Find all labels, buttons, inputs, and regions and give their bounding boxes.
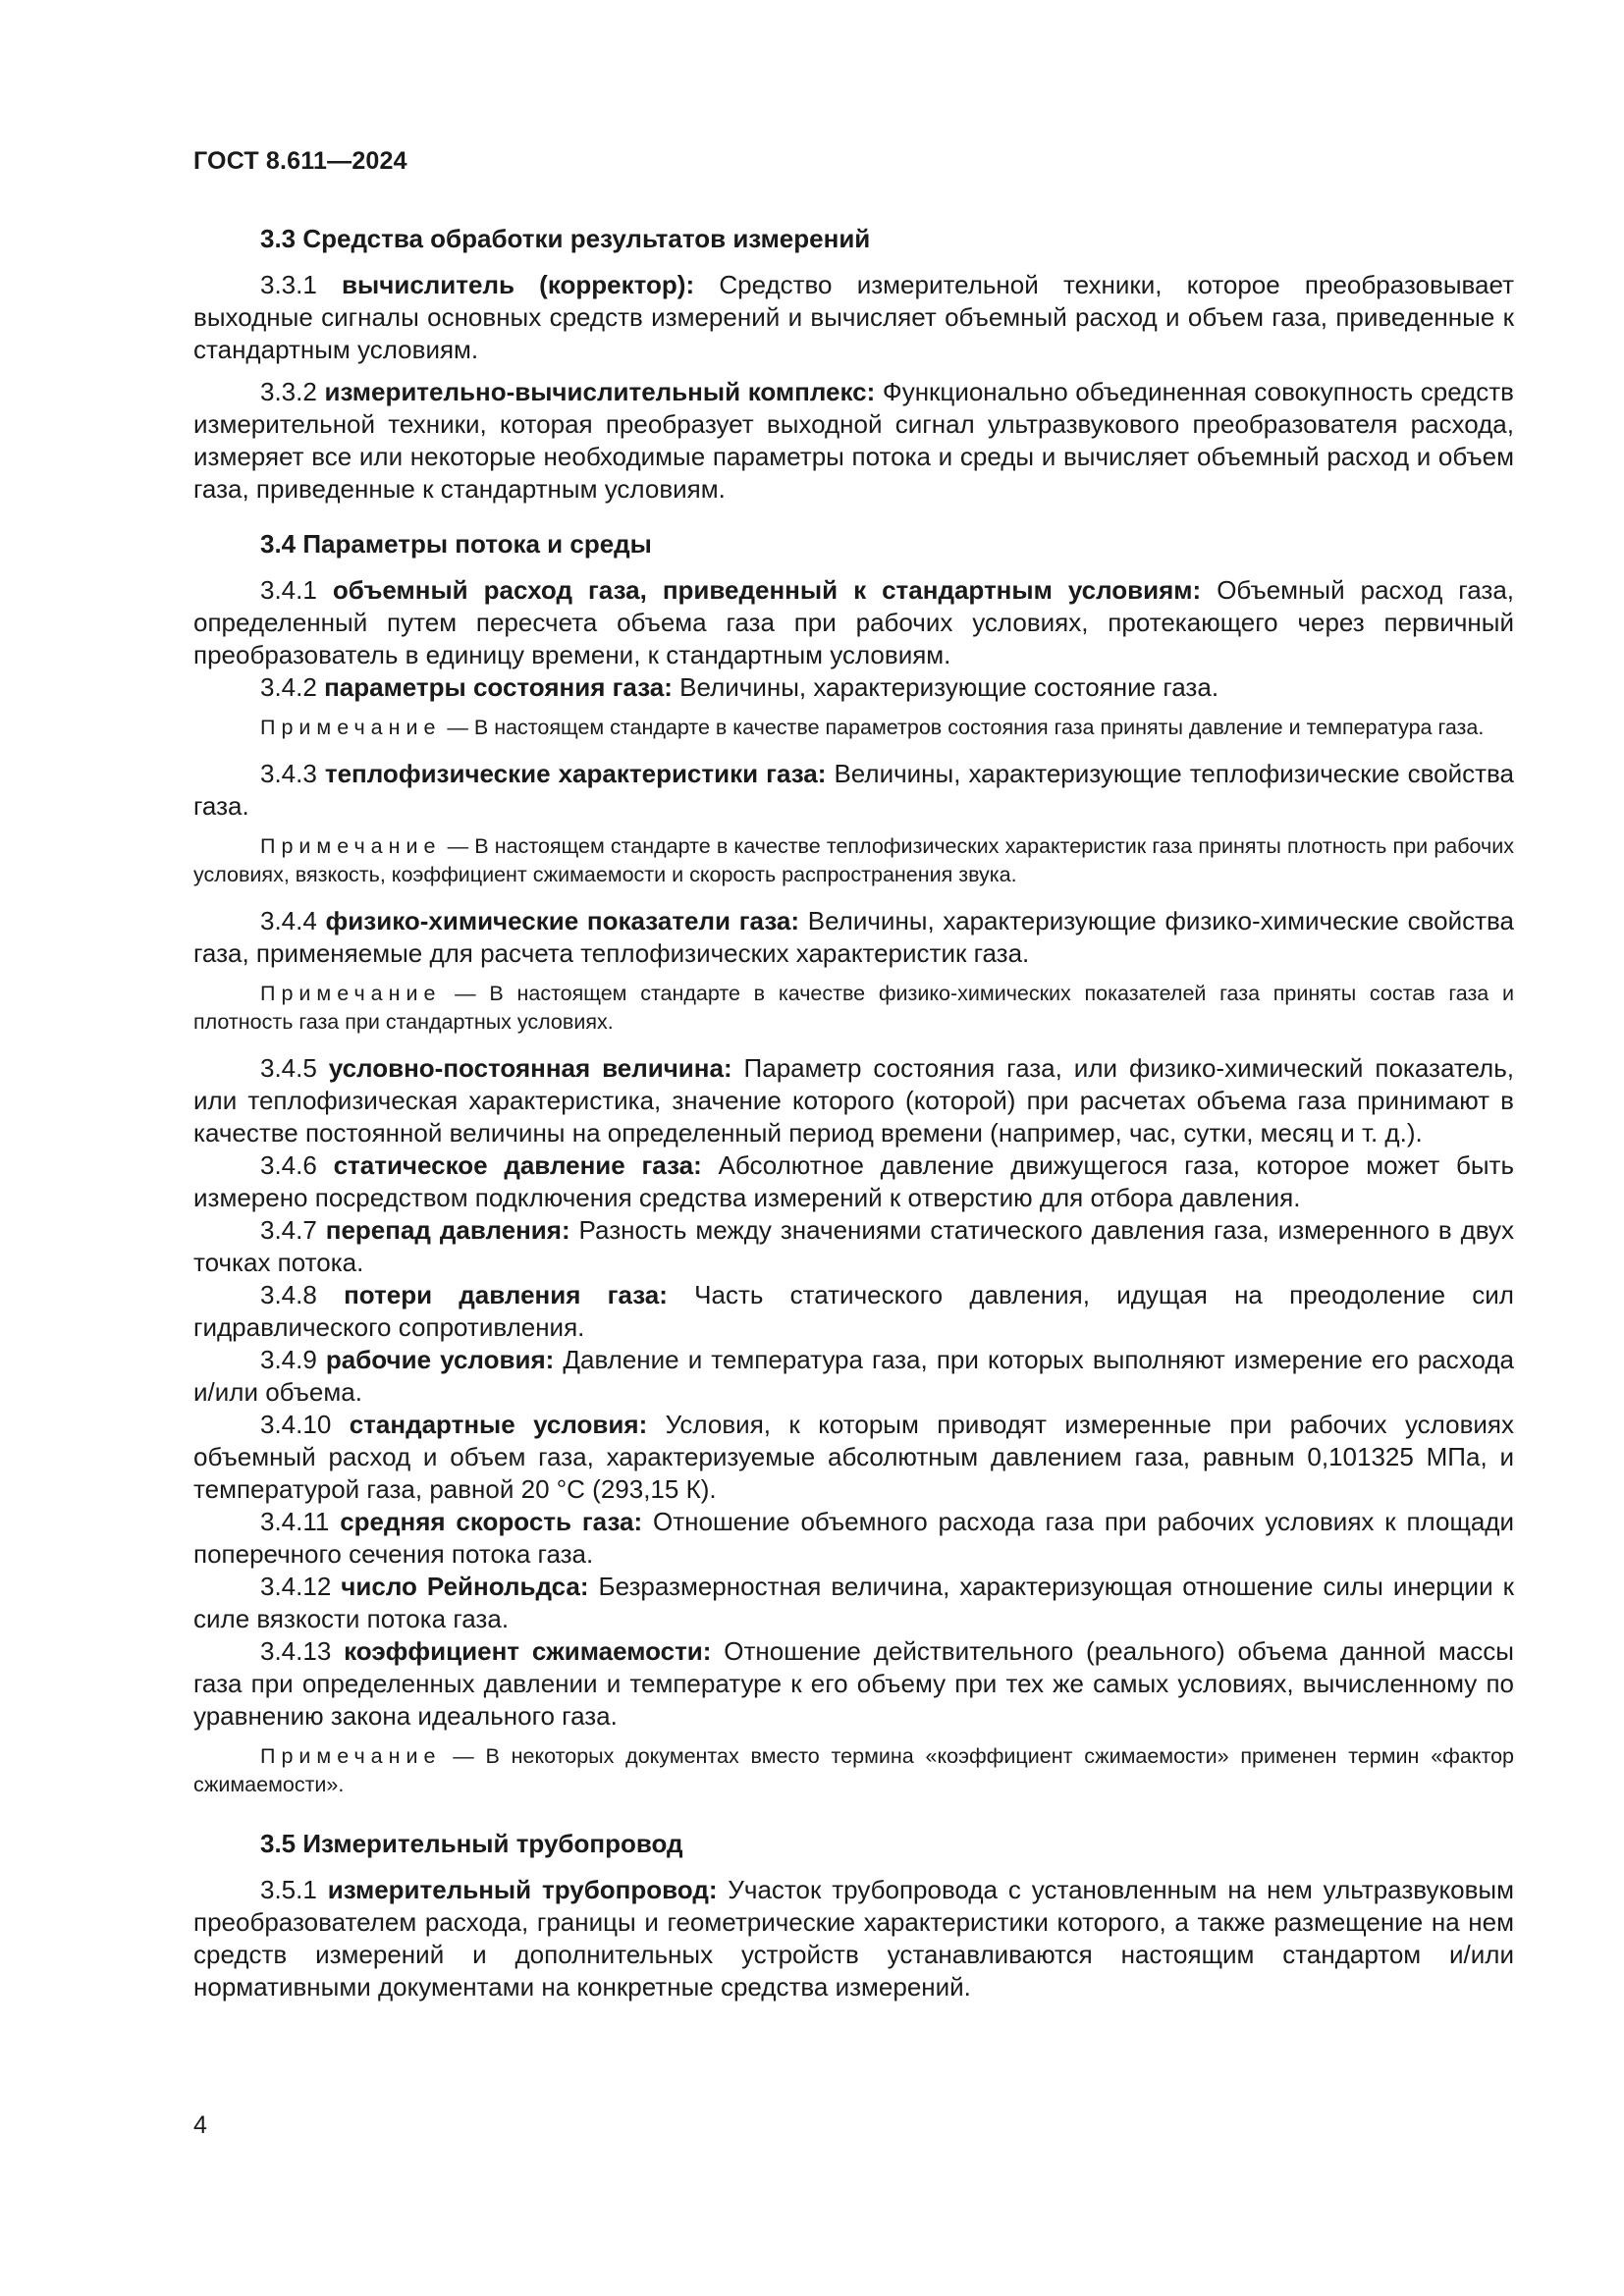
document-body — [193, 222, 1514, 2003]
term-note — [193, 980, 1514, 1037]
term-entry — [193, 1344, 1514, 1409]
term-entry — [193, 1279, 1514, 1344]
term-name: объемный расход газа, приведенный к стандартным условиям: — [332, 575, 1202, 605]
term-definition: Условия, к которым приводят измеренные при рабочих условиях объемный расход и объем газа, характеризуемые абсолютным давлением газа, равным 0,101325 МПа, и температурой газа, равной 20 °С (293,15 К). — [193, 1410, 1515, 1504]
term-definition: Абсолютное давление движущегося газа, которое может быть измерено посредством подключения средства измерений к отверстию для отбора давления. — [193, 1150, 1514, 1212]
term-number: 3.4.9 — [260, 1345, 326, 1374]
term-name: стандартные условия: — [349, 1410, 648, 1439]
term-definition: Величины, характеризующие теплофизические свойства газа. — [193, 759, 1514, 821]
term-entry — [193, 1874, 1514, 2003]
term-entry — [193, 1571, 1514, 1635]
term-note — [193, 832, 1514, 889]
section-title: 3.5 Измерительный трубопровод — [260, 1829, 683, 1858]
note-label: Примечание — [260, 1744, 442, 1768]
note-text: — В настоящем стандарте в качестве теплофизических характеристик газа приняты плотность при рабочих условиях, вязкость, коэффициент сжимаемости и скорость распространения звука. — [193, 834, 1514, 886]
term-entry — [193, 1635, 1514, 1733]
term-definition: Безразмерностная величина, характеризующая отношение силы инерции к силе вязкости потока газа. — [193, 1572, 1514, 1633]
term-number: 3.4.7 — [260, 1215, 326, 1245]
term-number: 3.4.13 — [260, 1636, 345, 1666]
term-definition: Давление и температура газа, при которых выполняют измерение его расхода и/или объема. — [193, 1345, 1514, 1407]
term-name: вычислитель (корректор): — [342, 270, 695, 299]
page-number: 4 — [193, 2111, 207, 2139]
term-number: 3.5.1 — [260, 1875, 328, 1904]
term-entry — [193, 758, 1514, 823]
term-definition: Часть статического давления, идущая на преодоление сил гидравлического сопротивления. — [193, 1280, 1514, 1342]
term-entry — [193, 1149, 1514, 1214]
term-name: число Рейнольдса: — [341, 1572, 589, 1601]
term-number: 3.4.12 — [260, 1572, 342, 1601]
term-definition: Отношение действительного (реального) объема данной массы газа при определенных давлении и температуре к его объему при тех же самых условиях, вычисленному по уравнению закона идеального газа. — [193, 1636, 1514, 1731]
note-label: Примечание — [260, 982, 442, 1005]
term-definition: Разность между значениями статического давления газа, измеренного в двух точках потока. — [193, 1215, 1514, 1277]
term-number: 3.4.3 — [260, 759, 325, 788]
term-definition: Величины, характеризующие состояние газа. — [672, 672, 1219, 702]
term-definition: Отношение объемного расхода газа при рабочих условиях к площади поперечного сечения потока газа. — [193, 1507, 1514, 1569]
note-text: — В настоящем стандарте в качестве параметров состояния газа приняты давление и температура газа. — [441, 716, 1485, 739]
term-name: рабочие условия: — [325, 1345, 555, 1374]
term-number: 3.4.4 — [260, 906, 326, 935]
term-definition: Величины, характеризующие физико-химические свойства газа, применяемые для расчета теплофизических характеристик газа. — [193, 906, 1514, 968]
term-name: условно-постоянная величина: — [328, 1053, 732, 1083]
section-3-5 — [193, 1827, 1514, 2003]
term-name: коэффициент сжимаемости: — [344, 1636, 712, 1666]
term-number: 3.3.1 — [260, 270, 343, 299]
term-name: статическое давление газа: — [333, 1150, 702, 1180]
term-name: измерительно-вычислительный комплекс: — [324, 377, 876, 406]
section-title: 3.4 Параметры потока и среды — [260, 529, 652, 559]
term-name: параметры состояния газа: — [324, 672, 673, 702]
term-name: потери давления газа: — [344, 1280, 668, 1309]
term-definition: Параметр состояния газа, или физико-химический показатель, или теплофизическая характеристика, значение которого (которой) при расчетах объема газа принимают в качестве постоянной величины на определенный период времени (например, час, сутки, месяц и т. д.). — [193, 1053, 1514, 1148]
term-note — [193, 714, 1514, 742]
term-name: измерительный трубопровод: — [327, 1875, 718, 1904]
term-number: 3.4.8 — [260, 1280, 345, 1309]
term-number: 3.3.2 — [260, 377, 325, 406]
term-entry — [193, 1052, 1514, 1149]
document-header: ГОСТ 8.611—2024 — [193, 147, 407, 175]
term-definition: Средство измерительной техники, которое преобразовывает выходные сигналы основных средств измерений и вычисляет объемный расход и объем газа, приведенные к стандартным условиям. — [193, 270, 1514, 364]
term-entry — [193, 1506, 1514, 1571]
term-number: 3.4.11 — [260, 1507, 341, 1536]
term-entry — [193, 269, 1514, 366]
term-name: средняя скорость газа: — [340, 1507, 643, 1536]
note-label: Примечание — [260, 716, 442, 739]
term-definition: Объемный расход газа, определенный путем пересчета объема газа при рабочих условиях, протекающего через первичный преобразователь в единицу времени, к стандартным условиям. — [193, 575, 1514, 669]
section-title: 3.3 Средства обработки результатов измерений — [260, 224, 871, 253]
term-entry — [193, 671, 1514, 704]
note-label: Примечание — [260, 834, 442, 858]
note-text: — В настоящем стандарте в качестве физико-химических показателей газа приняты состав газа и плотность газа при стандартных условиях. — [193, 982, 1514, 1034]
section-3-4 — [193, 527, 1514, 1799]
term-number: 3.4.2 — [260, 672, 325, 702]
term-name: перепад давления: — [325, 1215, 570, 1245]
term-number: 3.4.10 — [260, 1410, 350, 1439]
term-note — [193, 1742, 1514, 1799]
section-3-3 — [193, 222, 1514, 506]
term-definition: Функционально объединенная совокупность средств измерительной техники, которая преобразует выходной сигнал ультразвукового преобразователя расхода, измеряет все или некоторые необходимые параметры потока и среды и вычисляет объемный расход и объем газа, приведенные к стандартным условиям. — [193, 377, 1514, 504]
term-entry — [193, 1409, 1514, 1506]
term-entry — [193, 1214, 1514, 1279]
note-text: — В некоторых документах вместо термина «коэффициент сжимаемости» применен термин «фактор сжимаемости». — [193, 1744, 1514, 1796]
term-number: 3.4.1 — [260, 575, 333, 605]
term-entry — [193, 905, 1514, 970]
term-definition: Участок трубопровода с установленным на нем ультразвуковым преобразователем расхода, границы и геометрические характеристики которого, а также размещение на нем средств измерений и дополнительных устройств устанавливаются настоящим стандартом и/или нормативными документами на конкретные средства измерений. — [193, 1875, 1514, 2002]
term-number: 3.4.5 — [260, 1053, 329, 1083]
term-name: физико-химические показатели газа: — [325, 906, 800, 935]
term-entry — [193, 376, 1514, 506]
term-entry — [193, 574, 1514, 671]
term-number: 3.4.6 — [260, 1150, 334, 1180]
term-name: теплофизические характеристики газа: — [324, 759, 827, 788]
